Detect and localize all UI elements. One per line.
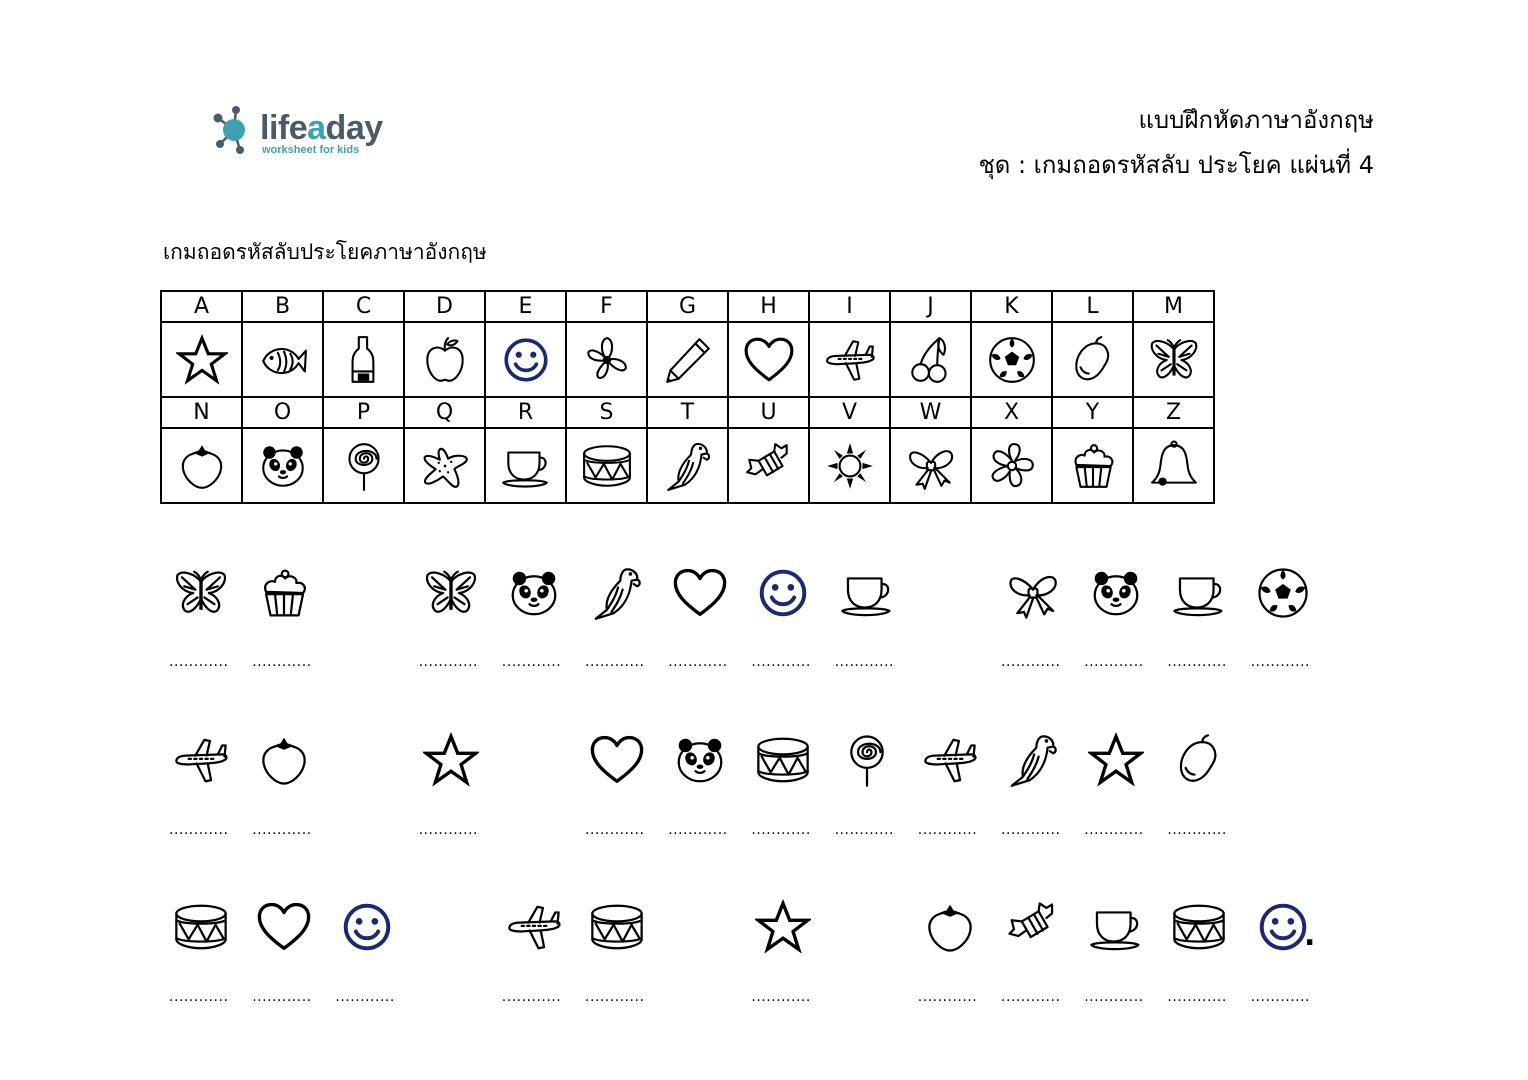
star-icon — [755, 899, 811, 955]
drum-icon — [581, 440, 633, 492]
answer-blank[interactable]: ............ — [1167, 989, 1227, 1005]
blossom-icon — [986, 440, 1038, 492]
airplane-icon — [506, 899, 562, 955]
puzzle-symbol — [750, 727, 816, 793]
key-picture-cell — [404, 322, 485, 397]
heart-icon — [256, 899, 312, 955]
puzzle-symbol — [834, 727, 900, 793]
key-letter: O — [242, 397, 323, 428]
candy-icon — [1005, 899, 1061, 955]
soccer-ball-icon — [986, 334, 1038, 386]
cherry-icon — [905, 334, 957, 386]
puzzle-symbol — [501, 894, 567, 960]
smiley-icon — [339, 899, 395, 955]
answer-blank[interactable]: ............ — [1001, 654, 1061, 670]
puzzle-symbol — [251, 894, 317, 960]
puzzle-symbol — [1166, 727, 1232, 793]
puzzle-symbol — [1083, 727, 1149, 793]
star-icon — [176, 334, 228, 386]
teacup-icon — [500, 440, 552, 492]
key-picture-cell — [161, 428, 242, 503]
answer-blank[interactable]: ............ — [335, 989, 395, 1005]
key-picture-cell — [242, 428, 323, 503]
panda-icon — [1088, 565, 1144, 621]
key-picture-cell — [566, 428, 647, 503]
drum-icon — [755, 732, 811, 788]
key-picture-cell — [566, 322, 647, 397]
airplane-icon — [173, 732, 229, 788]
key-picture-cell — [323, 322, 404, 397]
puzzle-symbol — [917, 727, 983, 793]
answer-blank[interactable]: ............ — [834, 822, 894, 838]
teacup-icon — [1171, 565, 1227, 621]
answer-blank[interactable]: ............ — [585, 654, 645, 670]
puzzle-symbol — [917, 894, 983, 960]
apple-icon — [419, 334, 471, 386]
soccer-ball-icon — [1255, 565, 1311, 621]
key-picture-cell — [809, 428, 890, 503]
airplane-icon — [922, 732, 978, 788]
pencil-icon — [662, 334, 714, 386]
puzzle-symbol — [667, 560, 733, 626]
answer-blank[interactable]: ............ — [418, 822, 478, 838]
answer-blank[interactable]: ............ — [668, 822, 728, 838]
key-letter: S — [566, 397, 647, 428]
answer-blank[interactable]: ............ — [252, 822, 312, 838]
key-picture-cell — [647, 322, 728, 397]
key-letter: D — [404, 291, 485, 322]
panda-icon — [257, 440, 309, 492]
key-letter: C — [323, 291, 404, 322]
logo-molecule-icon — [210, 104, 258, 156]
puzzle-symbol — [834, 560, 900, 626]
puzzle-symbol — [251, 560, 317, 626]
key-letter-row — [161, 397, 1214, 428]
logo-tagline: worksheet for kids — [262, 144, 360, 156]
answer-blank[interactable]: ............ — [418, 654, 478, 670]
bow-icon — [1005, 565, 1061, 621]
strawberry-icon — [922, 899, 978, 955]
airplane-icon — [824, 334, 876, 386]
butterfly-icon — [1148, 334, 1200, 386]
key-letter-row — [161, 291, 1214, 322]
bell-icon — [1148, 440, 1200, 492]
puzzle-symbol — [750, 894, 816, 960]
key-picture-cell — [809, 322, 890, 397]
key-letter: M — [1133, 291, 1214, 322]
logo-wordmark: lifeaday — [260, 109, 383, 147]
drum-icon — [1171, 899, 1227, 955]
puzzle-symbol — [750, 560, 816, 626]
parrot-icon — [589, 565, 645, 621]
sun-icon — [824, 440, 876, 492]
parrot-icon — [662, 440, 714, 492]
answer-blank[interactable]: ............ — [169, 989, 229, 1005]
key-letter: G — [647, 291, 728, 322]
puzzle-symbol — [584, 560, 650, 626]
lollipop-icon — [338, 440, 390, 492]
answer-blank[interactable]: ............ — [917, 989, 978, 1005]
puzzle-symbol — [1083, 894, 1149, 960]
starfish-icon — [419, 440, 471, 492]
answer-blank[interactable]: ............ — [1250, 989, 1310, 1005]
worksheet-title: แบบฝึกหัดภาษาอังกฤษ — [1138, 106, 1374, 134]
puzzle-symbol — [1000, 560, 1066, 626]
star-icon — [1088, 732, 1144, 788]
key-letter: P — [323, 397, 404, 428]
puzzle-symbol — [584, 894, 650, 960]
drum-icon — [173, 899, 229, 955]
heart-icon — [743, 334, 795, 386]
sentence-period: . — [1304, 918, 1316, 953]
heart-icon — [672, 565, 728, 621]
butterfly-icon — [423, 565, 479, 621]
key-picture-cell — [728, 322, 809, 397]
heart-icon — [589, 732, 645, 788]
puzzle-symbol — [667, 727, 733, 793]
key-letter: R — [485, 397, 566, 428]
key-letter: V — [809, 397, 890, 428]
teacup-icon — [1088, 899, 1144, 955]
answer-blank[interactable]: ............ — [1001, 822, 1061, 838]
puzzle-symbol — [584, 727, 650, 793]
worksheet-subtitle: ชุด : เกมถอดรหัสลับ ประโยค แผ่นที่ 4 — [978, 151, 1374, 179]
puzzle-symbol — [418, 560, 484, 626]
key-letter: N — [161, 397, 242, 428]
key-letter: W — [890, 397, 971, 428]
puzzle-symbol — [251, 727, 317, 793]
answer-blank[interactable]: ............ — [1250, 654, 1310, 670]
panda-icon — [506, 565, 562, 621]
puzzle-symbol — [168, 727, 234, 793]
key-picture-cell — [971, 322, 1052, 397]
smiley-icon — [755, 565, 811, 621]
key-picture-cell — [1133, 428, 1214, 503]
key-picture-cell — [161, 322, 242, 397]
key-letter: L — [1052, 291, 1133, 322]
cupcake-icon — [256, 565, 312, 621]
puzzle-symbol — [501, 560, 567, 626]
cupcake-icon — [1067, 440, 1119, 492]
drum-icon — [589, 899, 645, 955]
answer-blank[interactable]: ............ — [1167, 822, 1227, 838]
butterfly-icon — [173, 565, 229, 621]
parrot-icon — [1005, 732, 1061, 788]
key-letter: A — [161, 291, 242, 322]
smiley-icon — [1255, 899, 1311, 955]
answer-blank[interactable]: ............ — [169, 654, 229, 670]
answer-blank[interactable]: ............ — [917, 822, 978, 838]
answer-blank[interactable]: ............ — [751, 822, 811, 838]
answer-blank[interactable]: ............ — [1084, 654, 1144, 670]
strawberry-icon — [256, 732, 312, 788]
key-letter: I — [809, 291, 890, 322]
puzzle-symbol — [418, 727, 484, 793]
key-letter: J — [890, 291, 971, 322]
answer-blank[interactable]: ............ — [585, 989, 645, 1005]
answer-blank[interactable]: ............ — [169, 822, 229, 838]
section-title: เกมถอดรหัสลับประโยคภาษาอังกฤษ — [163, 240, 487, 264]
key-letter: E — [485, 291, 566, 322]
key-letter: K — [971, 291, 1052, 322]
panda-icon — [672, 732, 728, 788]
key-picture-cell — [485, 322, 566, 397]
puzzle-symbol — [1000, 894, 1066, 960]
key-picture-row — [161, 428, 1214, 503]
star-icon — [423, 732, 479, 788]
key-picture-cell — [890, 428, 971, 503]
smiley-icon — [500, 334, 552, 386]
key-letter: H — [728, 291, 809, 322]
answer-blank[interactable]: ............ — [1084, 822, 1144, 838]
key-picture-cell — [1133, 322, 1214, 397]
answer-blank[interactable]: ............ — [1084, 989, 1144, 1005]
key-letter: B — [242, 291, 323, 322]
puzzle-symbol — [1250, 560, 1316, 626]
key-letter: X — [971, 397, 1052, 428]
key-picture-cell — [485, 428, 566, 503]
key-picture-cell — [890, 322, 971, 397]
answer-blank[interactable]: ............ — [585, 822, 645, 838]
puzzle-symbol — [334, 894, 400, 960]
key-picture-cell — [728, 428, 809, 503]
puzzle-symbol — [1000, 727, 1066, 793]
teacup-icon — [839, 565, 895, 621]
puzzle-symbol — [1083, 560, 1149, 626]
answer-blank[interactable]: ............ — [751, 989, 811, 1005]
answer-blank[interactable]: ............ — [501, 989, 562, 1005]
cipher-key-table — [160, 290, 1215, 504]
key-picture-row — [161, 322, 1214, 397]
strawberry-icon — [176, 440, 228, 492]
lollipop-icon — [839, 732, 895, 788]
answer-blank[interactable]: ............ — [1167, 654, 1227, 670]
key-letter: F — [566, 291, 647, 322]
puzzle-symbol — [1166, 894, 1232, 960]
key-picture-cell — [647, 428, 728, 503]
key-picture-cell — [1052, 428, 1133, 503]
answer-blank[interactable]: ............ — [834, 654, 894, 670]
key-letter: Y — [1052, 397, 1133, 428]
answer-blank[interactable]: ............ — [668, 654, 728, 670]
bottle-icon — [338, 334, 390, 386]
puzzle-symbol — [168, 560, 234, 626]
lifeaday-logo — [210, 104, 400, 164]
fish-icon — [257, 334, 309, 386]
key-picture-cell — [971, 428, 1052, 503]
candy-icon — [743, 440, 795, 492]
key-letter: Z — [1133, 397, 1214, 428]
flower-icon — [581, 334, 633, 386]
mango-icon — [1171, 732, 1227, 788]
key-picture-cell — [242, 322, 323, 397]
key-letter: Q — [404, 397, 485, 428]
key-picture-cell — [404, 428, 485, 503]
answer-blank[interactable]: ............ — [1001, 989, 1061, 1005]
bow-icon — [905, 440, 957, 492]
answer-blank[interactable]: ............ — [751, 654, 811, 670]
answer-blank[interactable]: ............ — [252, 654, 312, 670]
key-letter: U — [728, 397, 809, 428]
key-picture-cell — [323, 428, 404, 503]
answer-blank[interactable]: ............ — [501, 654, 562, 670]
puzzle-symbol — [168, 894, 234, 960]
puzzle-symbol — [1166, 560, 1232, 626]
key-picture-cell — [1052, 322, 1133, 397]
key-letter: T — [647, 397, 728, 428]
mango-icon — [1067, 334, 1119, 386]
answer-blank[interactable]: ............ — [252, 989, 312, 1005]
